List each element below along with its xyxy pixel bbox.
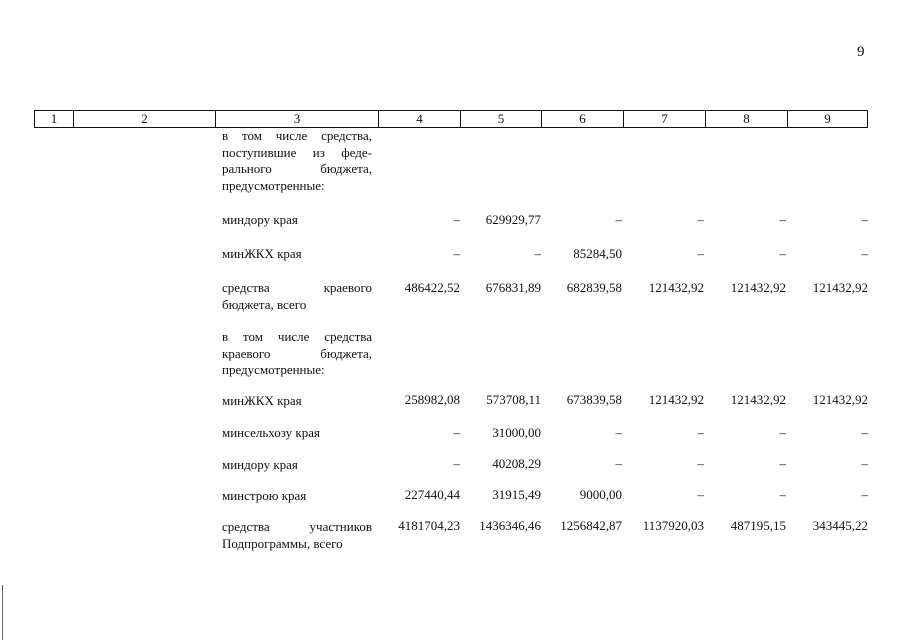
page-number: 9 — [857, 44, 865, 60]
value-cell: – — [615, 425, 622, 440]
column-number-4: 4 — [379, 111, 461, 127]
row-label-minstroy: минстрою края — [222, 488, 307, 503]
row-label-regional-funds-heading: в том числе средства краевого бюджета, предусмотренные: — [222, 329, 372, 377]
value-cell: 85284,50 — [573, 246, 622, 261]
row-label-participants-total: средства участников Подпрограммы, всего — [222, 519, 372, 551]
table-column-header — [34, 110, 868, 128]
value-cell: – — [534, 246, 541, 261]
value-cell: 486422,52 — [404, 280, 460, 295]
value-cell: – — [779, 212, 786, 227]
column-number-5: 5 — [461, 111, 542, 127]
value-cell: – — [697, 425, 704, 440]
column-number-1: 1 — [35, 111, 74, 127]
row-label-federal-funds-heading: в том числе средства, поступившие из феде-рального бюджета, предусмотренные: — [222, 128, 372, 193]
value-cell: 121432,92 — [812, 392, 868, 407]
value-cell: – — [697, 246, 704, 261]
value-cell: 121432,92 — [730, 280, 786, 295]
value-cell: 343445,22 — [812, 518, 868, 533]
value-cell: 487195,15 — [730, 518, 786, 533]
row-label-mindor-regional: миндору края — [222, 457, 298, 472]
row-label-mindor-federal: миндору края — [222, 212, 298, 227]
value-cell: 1436346,46 — [479, 518, 541, 533]
column-number-7: 7 — [624, 111, 706, 127]
value-cell: 629929,77 — [485, 212, 541, 227]
value-cell: 4181704,23 — [398, 518, 460, 533]
value-cell: 121432,92 — [812, 280, 868, 295]
value-cell: 31915,49 — [492, 487, 541, 502]
value-cell: – — [861, 246, 868, 261]
value-cell: – — [453, 425, 460, 440]
value-cell: – — [453, 456, 460, 471]
value-cell: 673839,58 — [566, 392, 622, 407]
value-cell: 40208,29 — [492, 456, 541, 471]
value-cell: 258982,08 — [404, 392, 460, 407]
value-cell: 9000,00 — [579, 487, 622, 502]
value-cell: – — [779, 425, 786, 440]
value-cell: – — [861, 456, 868, 471]
value-cell: 1256842,87 — [560, 518, 622, 533]
value-cell: – — [697, 487, 704, 502]
column-number-2: 2 — [74, 111, 216, 127]
column-number-9: 9 — [824, 111, 831, 126]
value-cell: 682839,58 — [566, 280, 622, 295]
column-number-6: 6 — [542, 111, 624, 127]
value-cell: – — [697, 456, 704, 471]
value-cell: 121432,92 — [648, 392, 704, 407]
value-cell: – — [615, 456, 622, 471]
value-cell: – — [861, 487, 868, 502]
value-cell: 121432,92 — [648, 280, 704, 295]
value-cell: – — [615, 212, 622, 227]
row-label-minzhkh-regional: минЖКХ края — [222, 393, 302, 408]
column-number-8: 8 — [706, 111, 788, 127]
value-cell: – — [861, 212, 868, 227]
value-cell: 121432,92 — [730, 392, 786, 407]
value-cell: 227440,44 — [404, 487, 460, 502]
value-cell: – — [779, 246, 786, 261]
value-cell: 31000,00 — [492, 425, 541, 440]
value-cell: 1137920,03 — [642, 518, 704, 533]
value-cell: – — [453, 246, 460, 261]
row-label-minzhkh-federal: минЖКХ края — [222, 246, 302, 261]
left-margin-rule — [2, 585, 3, 640]
row-label-regional-budget-total: средства краевого бюджета, всего — [222, 280, 372, 312]
value-cell: – — [779, 456, 786, 471]
value-cell: 573708,11 — [486, 392, 541, 407]
value-cell: – — [861, 425, 868, 440]
value-cell: – — [697, 212, 704, 227]
row-label-minselkhoz: минсельхозу края — [222, 425, 320, 440]
value-cell: 676831,89 — [485, 280, 541, 295]
value-cell: – — [779, 487, 786, 502]
value-cell: – — [453, 212, 460, 227]
column-number-3: 3 — [216, 111, 379, 127]
